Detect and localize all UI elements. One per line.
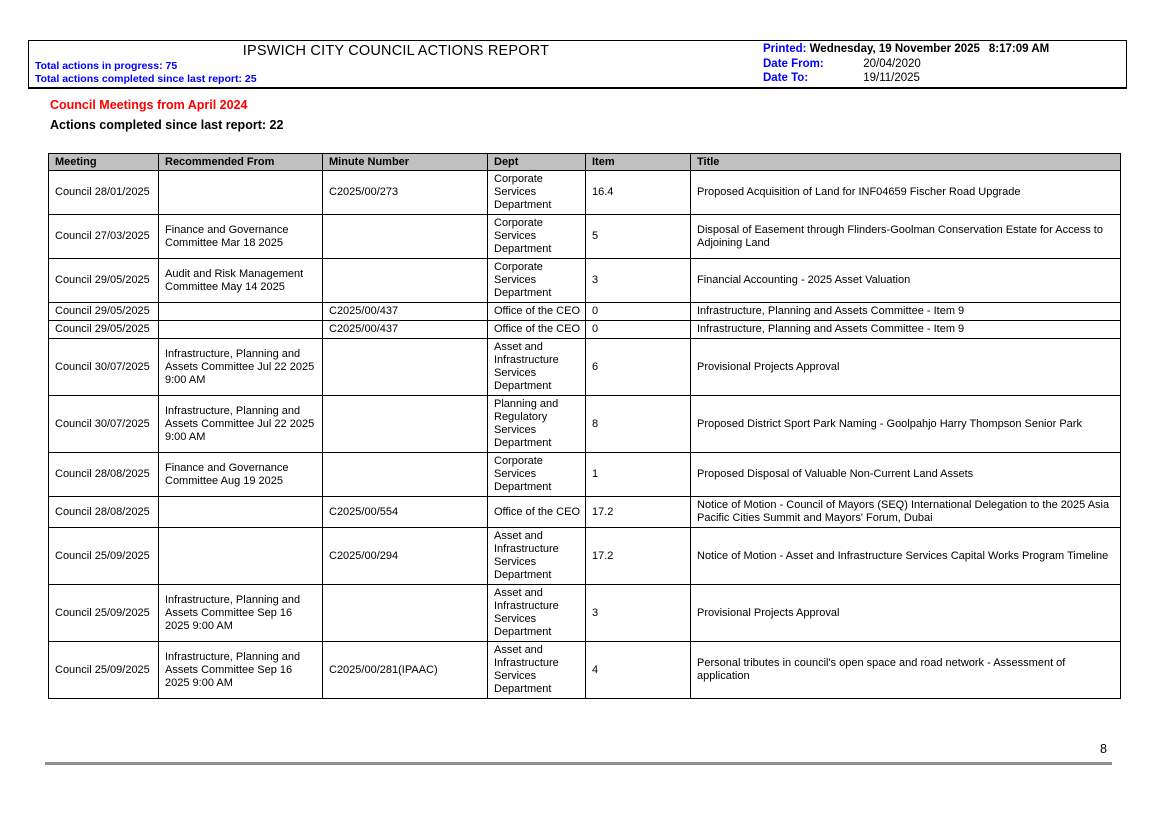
- section-subheading: Actions completed since last report: 22: [50, 118, 284, 132]
- cell-dept: Asset and Infrastructure Services Department: [488, 339, 586, 396]
- table-row: [49, 497, 1121, 528]
- cell-minute-number: [323, 585, 488, 642]
- cell-recommended-from: Infrastructure, Planning and Assets Committee Sep 16 2025 9:00 AM: [159, 585, 323, 642]
- cell-item: 16.4: [586, 171, 691, 215]
- cell-dept: Asset and Infrastructure Services Department: [488, 585, 586, 642]
- table-header-row: [49, 154, 1121, 171]
- actions-table-body: [49, 171, 1121, 699]
- printed-date: Wednesday, 19 November 2025: [809, 43, 980, 55]
- cell-dept: Asset and Infrastructure Services Department: [488, 642, 586, 699]
- printed-time: 8:17:09 AM: [988, 43, 1050, 55]
- cell-recommended-from: [159, 528, 323, 585]
- table-row: [49, 396, 1121, 453]
- page-number: 8: [1100, 742, 1107, 756]
- cell-dept: Corporate Services Department: [488, 453, 586, 497]
- cell-meeting: Council 29/05/2025: [49, 259, 159, 303]
- cell-dept: Office of the CEO: [488, 303, 586, 321]
- cell-minute-number: C2025/00/294: [323, 528, 488, 585]
- cell-title: Provisional Projects Approval: [691, 585, 1121, 642]
- cell-dept: Corporate Services Department: [488, 171, 586, 215]
- cell-minute-number: C2025/00/437: [323, 303, 488, 321]
- cell-minute-number: [323, 339, 488, 396]
- cell-minute-number: [323, 215, 488, 259]
- cell-recommended-from: [159, 497, 323, 528]
- total-actions-in-progress: Total actions in progress: 75: [35, 60, 178, 72]
- cell-title: Proposed District Sport Park Naming - Goolpahjo Harry Thompson Senior Park: [691, 396, 1121, 453]
- cell-minute-number: C2025/00/554: [323, 497, 488, 528]
- cell-meeting: Council 27/03/2025: [49, 215, 159, 259]
- actions-table-header: [49, 154, 1121, 171]
- cell-recommended-from: [159, 321, 323, 339]
- table-row: [49, 303, 1121, 321]
- cell-meeting: Council 28/01/2025: [49, 171, 159, 215]
- cell-item: 3: [586, 585, 691, 642]
- column-header-recommended-from: Recommended From: [159, 154, 323, 171]
- table-row: [49, 642, 1121, 699]
- report-header-dates: [763, 41, 1126, 87]
- cell-recommended-from: Infrastructure, Planning and Assets Committee Jul 22 2025 9:00 AM: [159, 396, 323, 453]
- cell-title: Infrastructure, Planning and Assets Committee - Item 9: [691, 321, 1121, 339]
- cell-meeting: Council 29/05/2025: [49, 303, 159, 321]
- section-heading: Council Meetings from April 2024: [50, 98, 248, 112]
- cell-minute-number: C2025/00/437: [323, 321, 488, 339]
- column-header-title: Title: [691, 154, 1121, 171]
- cell-item: 8: [586, 396, 691, 453]
- cell-minute-number: C2025/00/281(IPAAC): [323, 642, 488, 699]
- cell-recommended-from: Finance and Governance Committee Mar 18 2025: [159, 215, 323, 259]
- cell-title: Financial Accounting - 2025 Asset Valuation: [691, 259, 1121, 303]
- cell-title: Provisional Projects Approval: [691, 339, 1121, 396]
- report-totals: [35, 60, 257, 86]
- table-row: [49, 339, 1121, 396]
- cell-meeting: Council 25/09/2025: [49, 528, 159, 585]
- column-header-meeting: Meeting: [49, 154, 159, 171]
- cell-minute-number: C2025/00/273: [323, 171, 488, 215]
- cell-title: Notice of Motion - Council of Mayors (SEQ) International Delegation to the 2025 Asia Pacific Cities Summit and Mayors' Forum, Dubai: [691, 497, 1121, 528]
- report-title: IPSWICH CITY COUNCIL ACTIONS REPORT: [242, 43, 550, 59]
- cell-dept: Corporate Services Department: [488, 215, 586, 259]
- cell-dept: Corporate Services Department: [488, 259, 586, 303]
- cell-title: Personal tributes in council's open space and road network - Assessment of application: [691, 642, 1121, 699]
- cell-recommended-from: [159, 303, 323, 321]
- cell-recommended-from: Infrastructure, Planning and Assets Committee Jul 22 2025 9:00 AM: [159, 339, 323, 396]
- cell-item: 0: [586, 303, 691, 321]
- cell-title: Disposal of Easement through Flinders-Goolman Conservation Estate for Access to Adjoining Land: [691, 215, 1121, 259]
- table-row: [49, 321, 1121, 339]
- cell-minute-number: [323, 396, 488, 453]
- table-row: [49, 171, 1121, 215]
- cell-dept: Office of the CEO: [488, 321, 586, 339]
- cell-dept: Planning and Regulatory Services Department: [488, 396, 586, 453]
- table-row: [49, 528, 1121, 585]
- date-to-row: [763, 71, 1126, 86]
- cell-meeting: Council 25/09/2025: [49, 585, 159, 642]
- column-header-item: Item: [586, 154, 691, 171]
- cell-item: 6: [586, 339, 691, 396]
- column-header-dept: Dept: [488, 154, 586, 171]
- cell-title: Proposed Acquisition of Land for INF04659 Fischer Road Upgrade: [691, 171, 1121, 215]
- cell-item: 1: [586, 453, 691, 497]
- cell-recommended-from: Finance and Governance Committee Aug 19 2025: [159, 453, 323, 497]
- date-from-value: 20/04/2020: [863, 57, 921, 70]
- footer-rule: [45, 762, 1112, 765]
- date-to-value: 19/11/2025: [863, 72, 920, 84]
- cell-meeting: Council 28/08/2025: [49, 453, 159, 497]
- report-header-box: [28, 40, 1127, 89]
- table-row: [49, 259, 1121, 303]
- actions-table: [48, 153, 1121, 699]
- printed-label: Printed:: [763, 43, 807, 55]
- date-from-label: Date From:: [763, 57, 824, 70]
- cell-dept: Office of the CEO: [488, 497, 586, 528]
- printed-row: [763, 42, 1126, 57]
- date-to-label: Date To:: [763, 72, 809, 84]
- cell-item: 3: [586, 259, 691, 303]
- cell-minute-number: [323, 453, 488, 497]
- table-row: [49, 453, 1121, 497]
- cell-recommended-from: Infrastructure, Planning and Assets Committee Sep 16 2025 9:00 AM: [159, 642, 323, 699]
- cell-meeting: Council 30/07/2025: [49, 396, 159, 453]
- cell-item: 17.2: [586, 528, 691, 585]
- table-row: [49, 215, 1121, 259]
- cell-title: Proposed Disposal of Valuable Non-Current Land Assets: [691, 453, 1121, 497]
- cell-item: 17.2: [586, 497, 691, 528]
- cell-meeting: Council 30/07/2025: [49, 339, 159, 396]
- cell-dept: Asset and Infrastructure Services Department: [488, 528, 586, 585]
- report-header-left: [29, 41, 763, 87]
- table-row: [49, 585, 1121, 642]
- cell-item: 0: [586, 321, 691, 339]
- cell-title: Notice of Motion - Asset and Infrastructure Services Capital Works Program Timeline: [691, 528, 1121, 585]
- cell-title: Infrastructure, Planning and Assets Committee - Item 9: [691, 303, 1121, 321]
- cell-minute-number: [323, 259, 488, 303]
- cell-item: 5: [586, 215, 691, 259]
- cell-meeting: Council 28/08/2025: [49, 497, 159, 528]
- cell-meeting: Council 29/05/2025: [49, 321, 159, 339]
- cell-recommended-from: Audit and Risk Management Committee May 14 2025: [159, 259, 323, 303]
- cell-meeting: Council 25/09/2025: [49, 642, 159, 699]
- total-actions-completed: Total actions completed since last report: 25: [35, 73, 257, 85]
- date-from-row: [763, 57, 1126, 72]
- column-header-minute-number: Minute Number: [323, 154, 488, 171]
- cell-recommended-from: [159, 171, 323, 215]
- cell-item: 4: [586, 642, 691, 699]
